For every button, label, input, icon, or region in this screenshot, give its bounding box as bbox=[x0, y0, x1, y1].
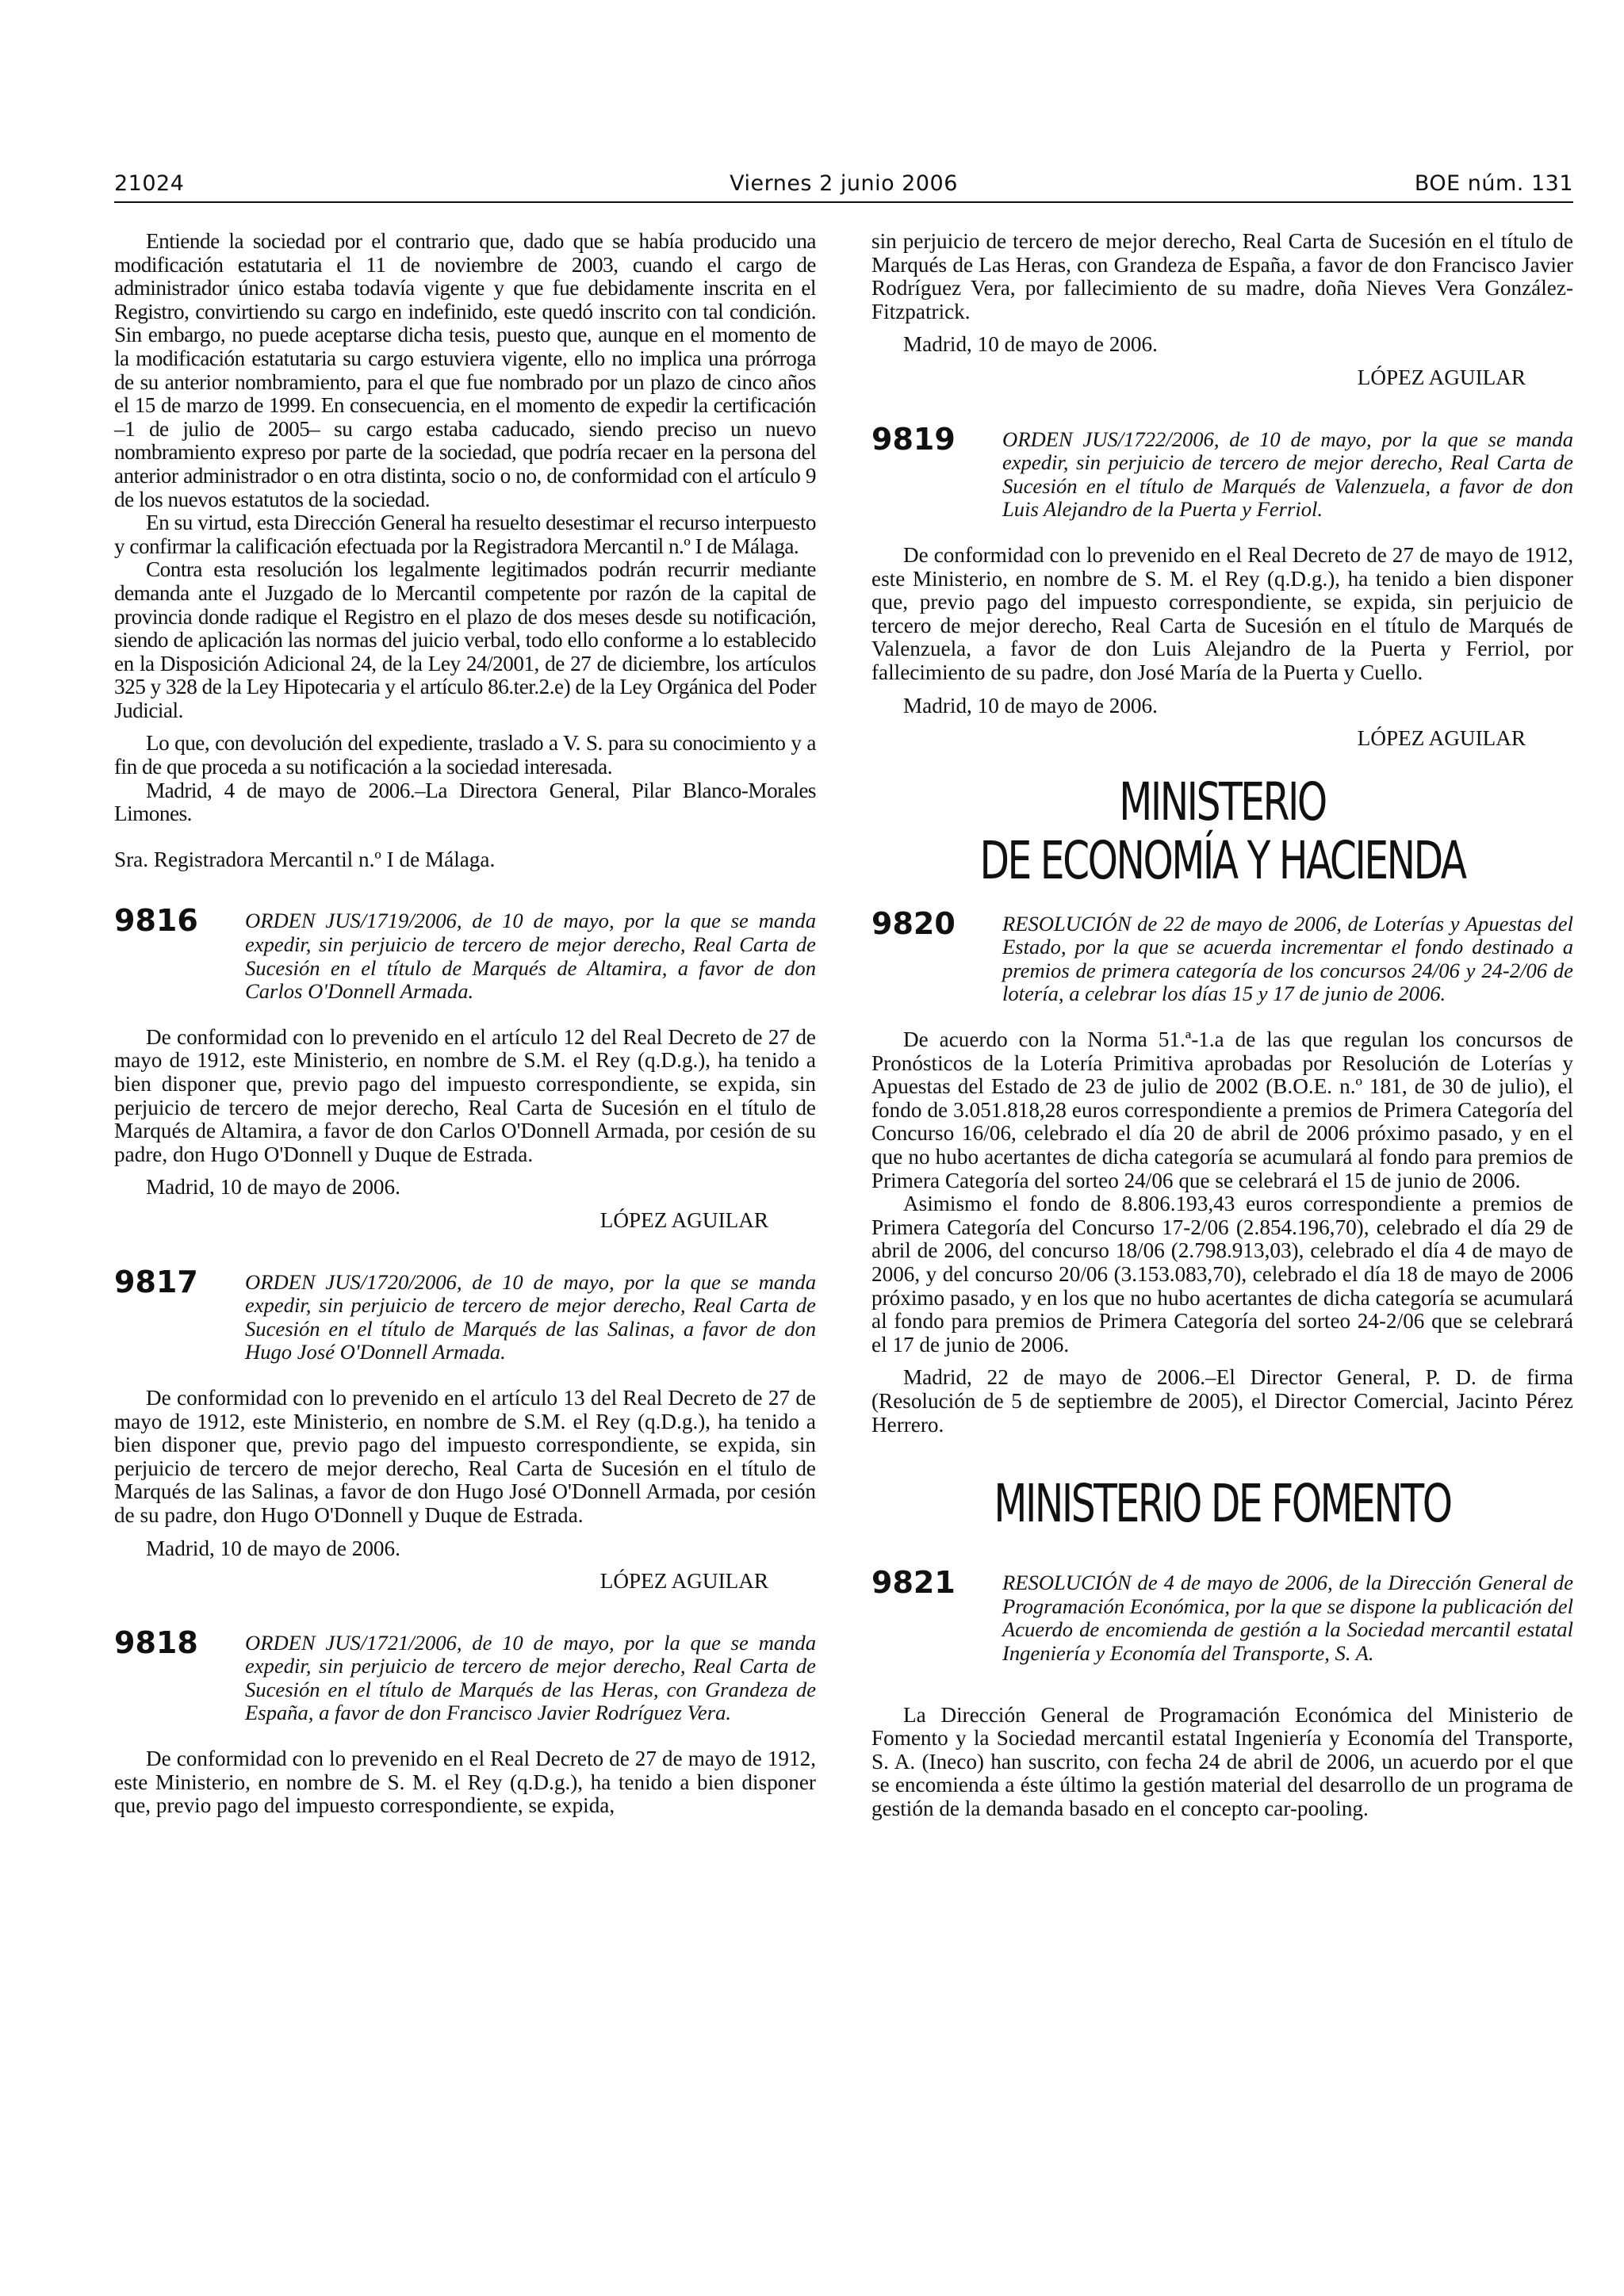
ministry-title-line: DE ECONOMÍA Y HACIENDA bbox=[979, 829, 1465, 891]
entry-9818 bbox=[114, 1624, 816, 1725]
entry-date: Madrid, 10 de mayo de 2006. bbox=[903, 332, 1158, 357]
entry-date: Madrid, 10 de mayo de 2006. bbox=[146, 1536, 400, 1560]
entry-number: 9817 bbox=[114, 1264, 198, 1299]
entry-title: ORDEN JUS/1719/2006, de 10 de mayo, por la que se manda expedir, sin perjuicio de tercero de mejor derecho, Real Carta de Sucesión en el título de Marqués de Altamira, a favor de don Carlos O'Donnell Armada. bbox=[245, 909, 816, 1004]
entry-date: Madrid, 10 de mayo de 2006. bbox=[903, 693, 1158, 718]
ministry-heading-fomento bbox=[871, 1475, 1573, 1533]
closing-paragraph: Lo que, con devolución del expediente, traslado a V. S. para su conocimiento y a fin de que proceda a su notificación a la sociedad interesada. bbox=[114, 731, 816, 779]
entry-body: De conformidad con lo prevenido en el Real Decreto de 27 de mayo de 1912, este Ministerio, en nombre de S. M. el Rey (q.D.g.), ha tenido a bien disponer que, previo pago del impuesto correspondiente, se expida, bbox=[114, 1747, 816, 1818]
entry-number: 9821 bbox=[871, 1565, 956, 1601]
publication-date: Viernes 2 junio 2006 bbox=[730, 171, 958, 196]
entry-number: 9819 bbox=[871, 421, 956, 457]
issue-number: BOE núm. 131 bbox=[1414, 171, 1573, 196]
entry-title: ORDEN JUS/1720/2006, de 10 de mayo, por la que se manda expedir, sin perjuicio de tercero de mejor derecho, Real Carta de Sucesión en el título de Marqués de las Salinas, a favor de don Hugo José O'Donnell Armada. bbox=[245, 1269, 816, 1364]
entry-9821 bbox=[871, 1565, 1573, 1665]
entry-9819 bbox=[871, 421, 1573, 522]
entry-number: 9820 bbox=[871, 905, 956, 941]
entry-signature: LÓPEZ AGUILAR bbox=[1357, 365, 1526, 389]
entry-title: RESOLUCIÓN de 4 de mayo de 2006, de la Dirección General de Programación Económica, por la que se dispone la publicación del Acuerdo de encomienda de gestión a la Sociedad mercantil estatal Ingeniería y Economía del Transporte, S. A. bbox=[1002, 1571, 1573, 1665]
entry-body: De conformidad con lo prevenido en el artículo 12 del Real Decreto de 27 de mayo de 1912, este Ministerio, en nombre de S.M. el Rey (q.D.g.), ha tenido a bien disponer que, previo pago del impuesto correspondiente, se expida, sin perjuicio de tercero de mejor derecho, Real Carta de Sucesión en el título de Marqués de Altamira, a favor de don Carlos O'Donnell Armada, por cesión de su padre, don Hugo O'Donnell y Duque de Estrada. bbox=[114, 1024, 816, 1166]
intro-paragraph: Contra esta resolución los legalmente legitimados podrán recurrir mediante demanda ante el Juzgado de lo Mercantil competente por razón de la capital de provincia donde radique el Registro en el plazo de dos meses desde su notificación, siendo de aplicación las normas del juicio verbal, todo ello conforme a lo establecido en la Disposición Adicional 24, de la Ley 24/2001, de 27 de diciembre, los artículos 325 y 328 de la Ley Hipotecaria y el artículo 86.ter.2.e) de la Ley Orgánica del Poder Judicial. bbox=[114, 557, 816, 722]
entry-body: De acuerdo con la Norma 51.ª-1.a de las que regulan los concursos de Pronósticos de la Lotería Primitiva aprobadas por Resolución de Loterías y Apuestas del Estado de 23 de julio de 2002 (B.O.E. n.º 181, de 30 de julio), el fondo de 3.051.818,28 euros correspondiente a premios de Primera Categoría del Concurso 16/06, celebrado el día 20 de abril de 2006 próximo pasado, y en el que no hubo acertantes de dicha categoría se acumulará al fondo para premios de Primera Categoría del sorteo 24/06 que se celebrará el 15 de junio de 2006. bbox=[871, 1027, 1573, 1192]
closing-date: Madrid, 4 de mayo de 2006.–La Directora General, Pilar Blanco-Morales Limones. bbox=[114, 778, 816, 826]
entry-number: 9818 bbox=[114, 1624, 198, 1660]
page-number: 21024 bbox=[114, 171, 185, 196]
intro-paragraph: En su virtud, esta Dirección General ha resuelto desestimar el recurso interpuesto y confirmar la calificación efectuada por la Registradora Mercantil n.º I de Málaga. bbox=[114, 511, 816, 558]
entry-number: 9816 bbox=[114, 903, 198, 939]
ministry-heading-economia bbox=[871, 773, 1573, 890]
entry-body: De conformidad con lo prevenido en el Real Decreto de 27 de mayo de 1912, este Ministerio, en nombre de S. M. el Rey (q.D.g.), ha tenido a bien disponer que, previo pago del impuesto correspondiente, se expida, sin perjuicio de tercero de mejor derecho, Real Carta de Sucesión en el título de Marqués de Valenzuela, a favor de don Luis Alejandro de la Puerta y Ferriol, por fallecimiento de su padre, don José María de la Puerta y Cuello. bbox=[871, 542, 1573, 684]
entry-closing: Madrid, 22 de mayo de 2006.–El Director General, P. D. de firma (Resolución de 5 de septiembre de 2005), el Director Comercial, Jacinto Pérez Herrero. bbox=[871, 1365, 1573, 1437]
left-column bbox=[114, 230, 816, 1818]
entry-title: ORDEN JUS/1722/2006, de 10 de mayo, por la que se manda expedir, sin perjuicio de tercero de mejor derecho, Real Carta de Sucesión en el título de Marqués de Valenzuela, a favor de don Luis Alejandro de la Puerta y Ferriol. bbox=[1002, 427, 1573, 522]
entry-signature: LÓPEZ AGUILAR bbox=[599, 1207, 768, 1232]
entry-body: De conformidad con lo prevenido en el artículo 13 del Real Decreto de 27 de mayo de 1912, este Ministerio, en nombre de S.M. el Rey (q.D.g.), ha tenido a bien disponer que, previo pago del impuesto correspondiente, se expida, sin perjuicio de tercero de mejor derecho, Real Carta de Sucesión en el título de Marqués de las Salinas, a favor de don Hugo José O'Donnell Armada, por cesión de su padre, don Hugo O'Donnell y Duque de Estrada. bbox=[114, 1385, 816, 1527]
entry-title: RESOLUCIÓN de 22 de mayo de 2006, de Loterías y Apuestas del Estado, por la que se acuerda incrementar el fondo destinado a premios de primera categoría de los concursos 24/06 y 24-2/06 de lotería, a celebrar los días 15 y 17 de junio de 2006. bbox=[1002, 911, 1573, 1006]
entry-signature: LÓPEZ AGUILAR bbox=[1357, 726, 1526, 751]
page-header bbox=[114, 170, 1573, 203]
ministry-title-line: MINISTERIO DE FOMENTO bbox=[994, 1473, 1451, 1535]
entry-title: ORDEN JUS/1721/2006, de 10 de mayo, por la que se manda expedir, sin perjuicio de tercero de mejor derecho, Real Carta de Sucesión en el título de Marqués de las Heras, con Grandeza de España, a favor de don Francisco Javier Rodríguez Vera. bbox=[245, 1630, 816, 1725]
right-column bbox=[871, 230, 1573, 1821]
entry-9817 bbox=[114, 1264, 816, 1364]
ministry-title-line: MINISTERIO bbox=[1119, 771, 1326, 832]
entry-date: Madrid, 10 de mayo de 2006. bbox=[146, 1175, 400, 1200]
entry-9820 bbox=[871, 905, 1573, 1006]
entry-body: La Dirección General de Programación Económica del Ministerio de Fomento y la Sociedad mercantil estatal Ingeniería y Economía del Transporte, S. A. (Ineco) han suscrito, con fecha 24 de abril de 2006, un acuerdo por el que se encomienda a éste último la gestión material del desarrollo de un programa de gestión de la demanda basado en el concepto car-pooling. bbox=[871, 1702, 1573, 1820]
entry-9816 bbox=[114, 903, 816, 1004]
continuation-paragraph: sin perjuicio de tercero de mejor derecho, Real Carta de Sucesión en el título de Marqués de Las Heras, con Grandeza de España, a favor de don Francisco Javier Rodríguez Vera, por fallecimiento de su madre, doña Nieves Vera González-Fitzpatrick. bbox=[871, 229, 1573, 323]
entry-signature: LÓPEZ AGUILAR bbox=[599, 1569, 768, 1594]
entry-body: Asimismo el fondo de 8.806.193,43 euros correspondiente a premios de Primera Categoría del Concurso 17-2/06 (2.854.196,70), celebrado el día 29 de abril de 2006, del concurso 18/06 (2.798.913,03), celebrado el día 4 de mayo de 2006, y del concurso 20/06 (3.153.083,70), celebrado el día 18 de mayo de 2006 próximo pasado, y en los que no hubo acertantes de dicha categoría se acumulará al fondo para premios de Primera Categoría del sorteo 24-2/06 que se celebrará el 17 de junio de 2006. bbox=[871, 1192, 1573, 1357]
intro-paragraph: Entiende la sociedad por el contrario que, dado que se había producido una modificación estatutaria el 11 de noviembre de 2003, cuando el cargo de administrador único estaba todavía vigente y que fue debidamente inscrita en el Registro, convirtiendo su cargo en indefinido, este quedó inscrito con tal condición. Sin embargo, no puede aceptarse dicha tesis, puesto que, aunque en el momento de la modificación estatutaria su cargo estuviera vigente, ello no implica una prórroga de su anterior nombramiento, para el que fue nombrado por un plazo de cinco años el 15 de marzo de 1999. En consecuencia, en el momento de expedir la certificación –1 de julio de 2005– su cargo estaba caducado, siendo preciso un nuevo nombramiento expreso por parte de la sociedad, que podría recaer en la persona del anterior administrador o en otra distinta, socio o no, de conformidad con el artículo 9 de los nuevos estatutos de la sociedad. bbox=[114, 229, 816, 511]
addressee: Sra. Registradora Mercantil n.º I de Málaga. bbox=[114, 847, 496, 871]
